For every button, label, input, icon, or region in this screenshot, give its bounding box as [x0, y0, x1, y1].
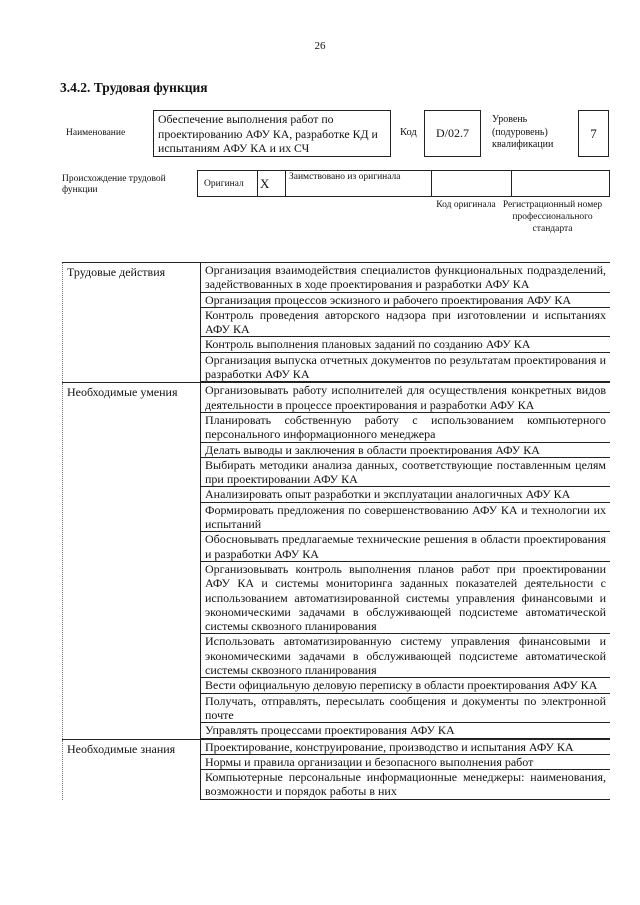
table-section: [62, 739, 610, 800]
table-row: Делать выводы и заключения в области проектирования АФУ КА: [201, 443, 610, 458]
requirements-table: [62, 262, 610, 800]
table-row: Контроль проведения авторского надзора при изготовлении и испытаниях АФУ КА: [201, 308, 610, 338]
table-row: Анализировать опыт разработки и эксплуатации аналогичных АФУ КА: [201, 487, 610, 502]
name-label: Наименование: [66, 128, 126, 138]
table-row: Выбирать методики анализа данных, соответствующие поставленным целям при проектировании АФУ КА: [201, 458, 610, 488]
code-label: Код: [400, 127, 417, 138]
section-label: Трудовые действия: [62, 263, 201, 382]
table-row: Компьютерные персональные информационные менеджеры: наименования, возможности и порядок работы в них: [201, 770, 610, 800]
table-row: Формировать предложения по совершенствованию АФУ КА и технологии их испытаний: [201, 503, 610, 533]
section-label: Необходимые знания: [62, 740, 201, 800]
section-label: Необходимые умения: [62, 383, 201, 738]
origin-code-label: Код оригинала: [436, 200, 496, 210]
table-row: Организовывать контроль выполнения планов работ при проектировании АФУ КА и системы мониторинга заданных показателей деятельности с использованием автоматизированной системы управления финансовыми и экономическими задачами в обслуживающей подсистеме автоматической системы сквозного планирования: [201, 562, 610, 634]
origin-label: Происхождение трудовой функции: [62, 174, 166, 195]
table-row: Организация взаимодействия специалистов функциональных подразделений, задействованных в ходе проектирования и разработки АФУ КА: [201, 263, 610, 293]
page-number: 26: [314, 40, 326, 52]
table-row: Управлять процессами проектирования АФУ КА: [201, 723, 610, 738]
original-mark: X: [258, 171, 286, 196]
origin-row: [197, 170, 610, 197]
table-section: [62, 382, 610, 738]
borrowed-label: Заимствовано из оригинала: [286, 171, 432, 196]
table-row: Планировать собственную работу с использованием компьютерного персонального информационного менеджера: [201, 413, 610, 443]
table-row: Проектирование, конструирование, производство и испытания АФУ КА: [201, 740, 610, 755]
table-section: [62, 263, 610, 382]
reg-number-label: Регистрационный номер профессионального стандарта: [502, 200, 603, 234]
function-name-box: Обеспечение выполнения работ по проектированию АФУ КА, разработке КД и испытаниям АФУ КА и их СЧ: [153, 110, 391, 157]
section-items: [201, 383, 610, 738]
table-row: Организация выпуска отчетных документов по результатам проектирования и разработки АФУ КА: [201, 353, 610, 383]
table-row: Организация процессов эскизного и рабочего проектирования АФУ КА: [201, 293, 610, 308]
level-label: Уровень (подуровень) квалификации: [492, 114, 554, 150]
function-code-box: D/02.7: [424, 110, 481, 157]
table-row: Получать, отправлять, пересылать сообщения и документы по электронной почте: [201, 694, 610, 724]
original-label: Оригинал: [198, 171, 258, 196]
table-row: Контроль выполнения плановых заданий по созданию АФУ КА: [201, 337, 610, 352]
table-row: Организовывать работу исполнителей для осуществления конкретных видов деятельности в процессе проектирования и разработки АФУ КА: [201, 383, 610, 413]
reg-number-cell: [512, 171, 609, 196]
table-row: Вести официальную деловую переписку в области проектирования АФУ КА: [201, 678, 610, 693]
table-row: Обосновывать предлагаемые технические решения в области проектирования и разработки АФУ КА: [201, 532, 610, 562]
table-row: Нормы и правила организации и безопасного выполнения работ: [201, 755, 610, 770]
section-items: [201, 263, 610, 382]
level-value-box: 7: [578, 110, 609, 157]
section-items: [201, 740, 610, 800]
section-heading: 3.4.2. Трудовая функция: [60, 80, 208, 95]
table-row: Использовать автоматизированную систему управления финансовыми и экономическими задачами в обслуживающей подсистеме автоматической системы сквозного планирования: [201, 634, 610, 678]
origin-code-cell: [432, 171, 512, 196]
